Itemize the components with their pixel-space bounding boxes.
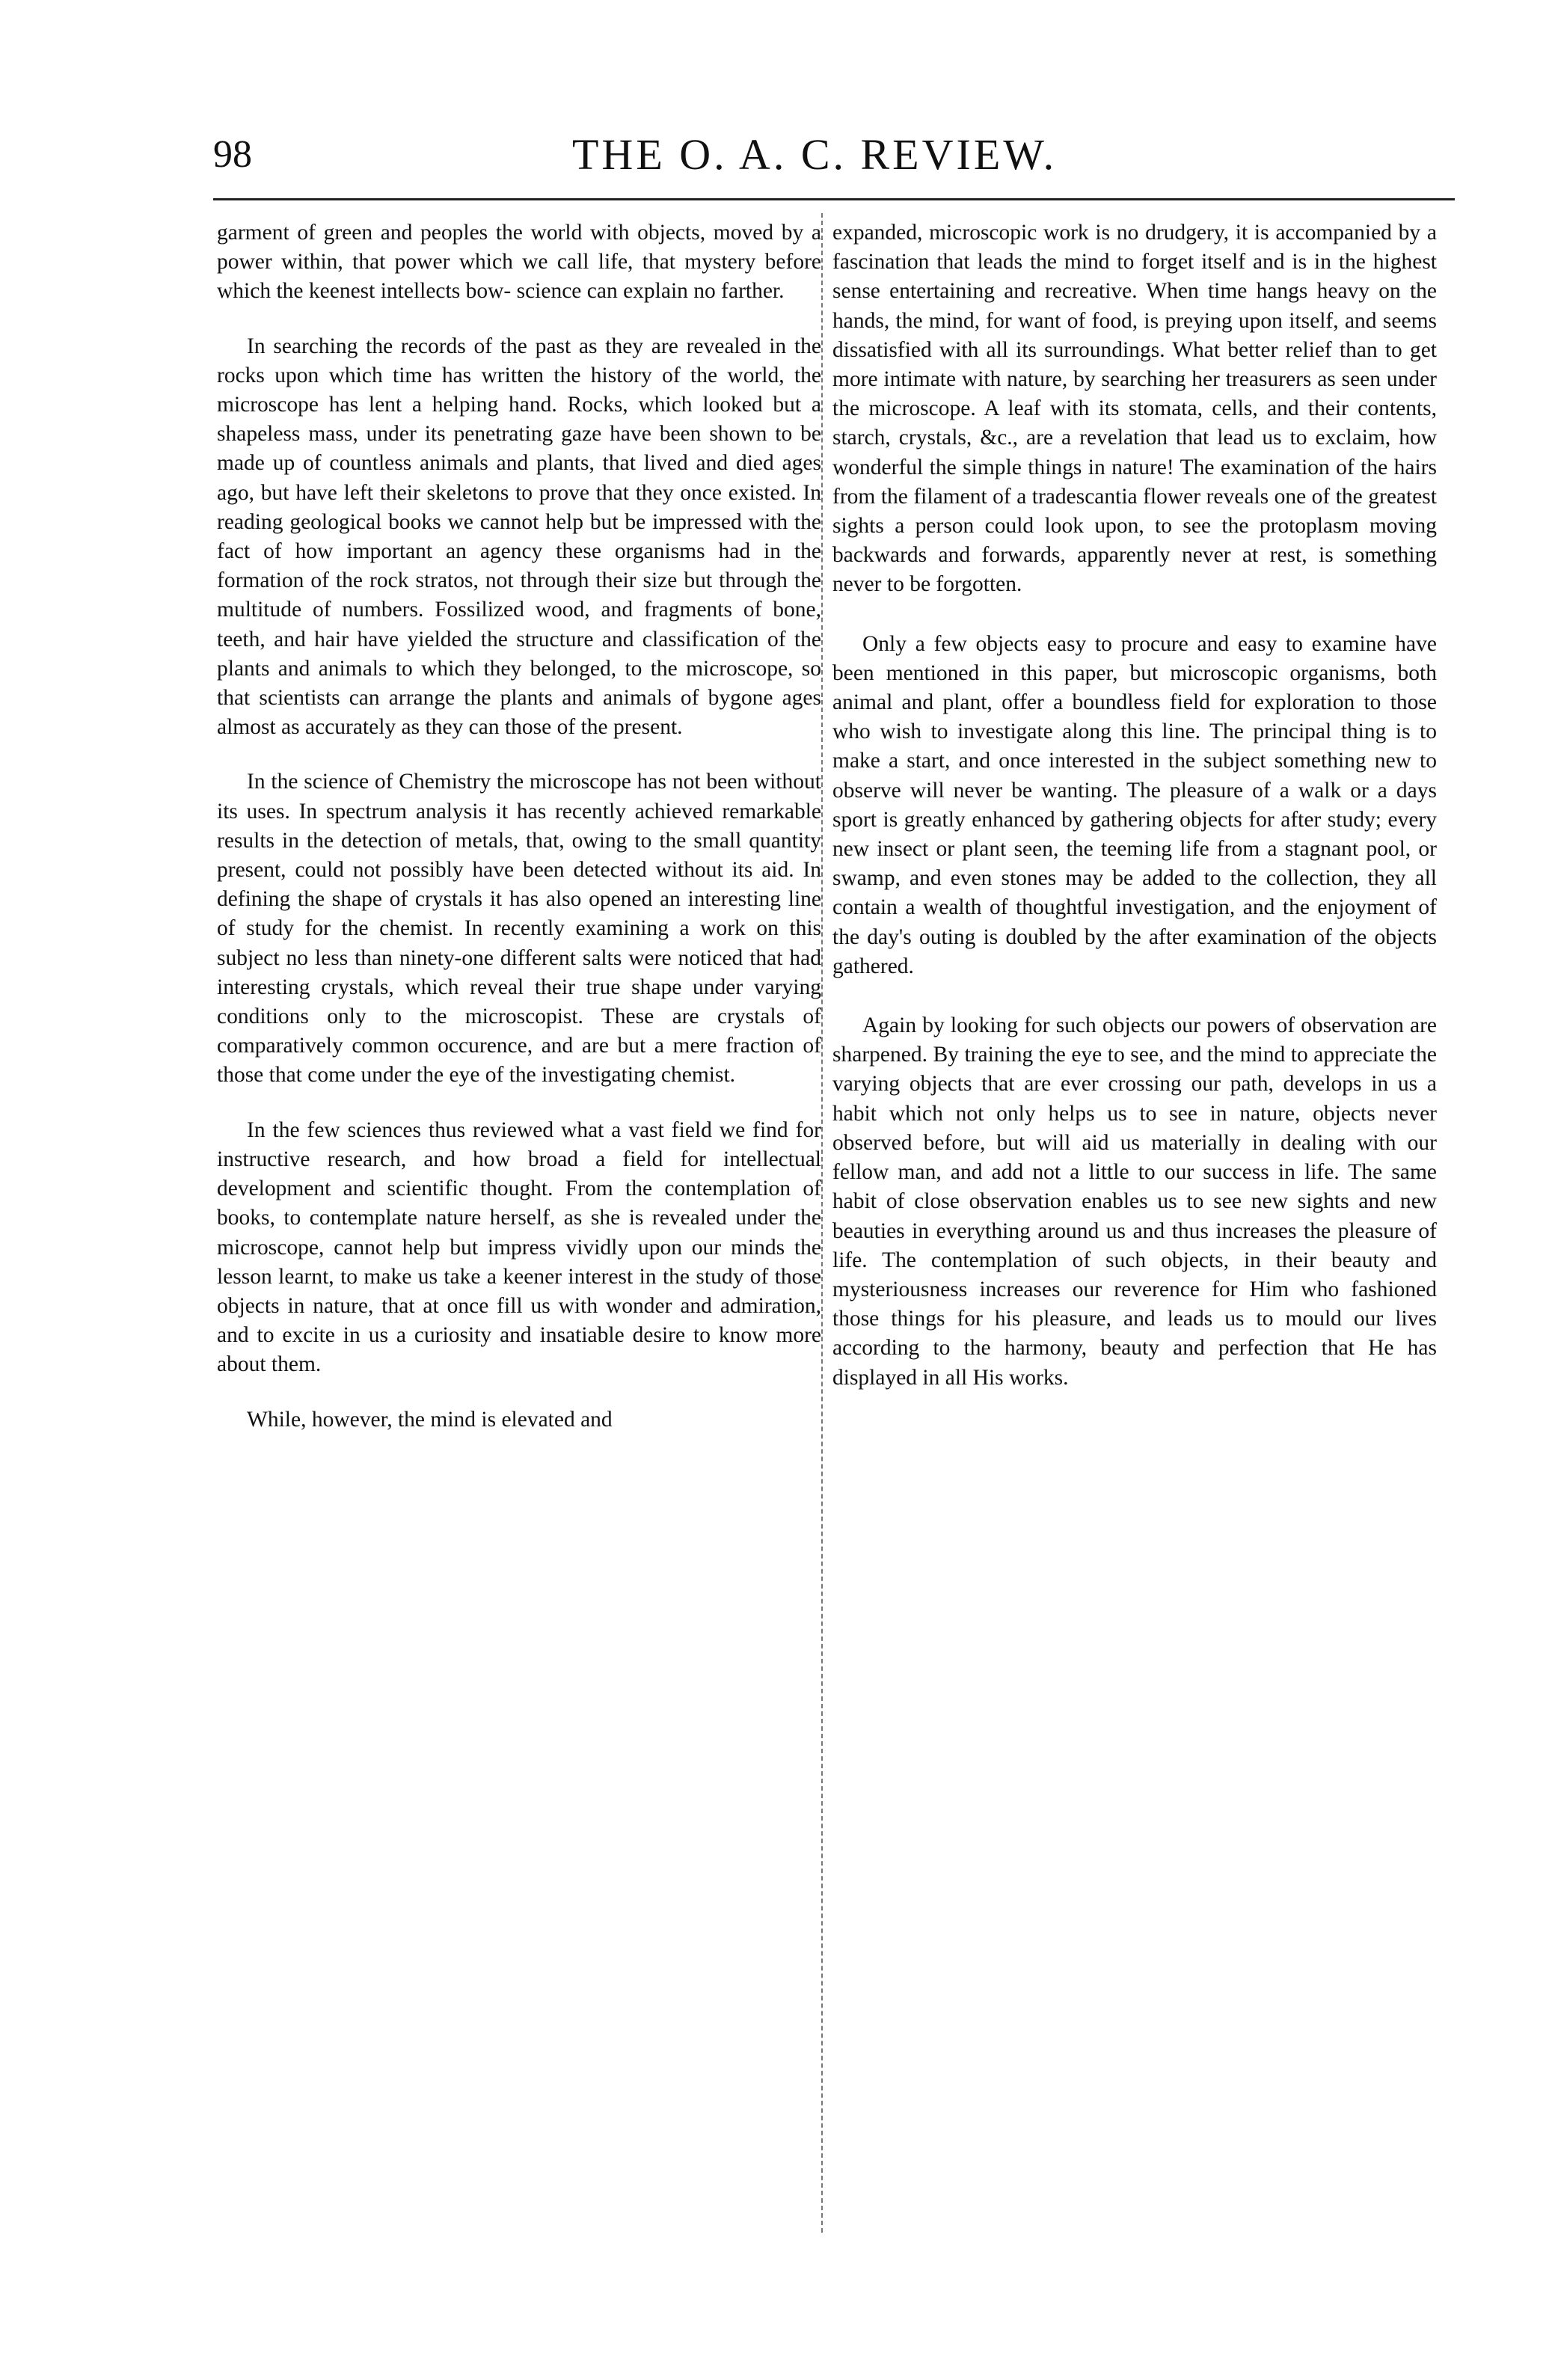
- running-title: THE O. A. C. REVIEW.: [572, 130, 1058, 179]
- paragraph: expanded, microscopic work is no drudgery, it is accompanied by a fascination that leads the mind to forget itself and is in the highest sense entertaining and recreative. When time hangs heavy on the hands, the mind, for want of food, is preying upon itself, and seems dissatisfied with all its surroundings. What better relief than to get more intimate with nature, by searching her treasurers as seen under the microscope. A leaf with its stomata, cells, and their contents, starch, crystals, &c., are a revelation that lead us to exclaim, how wonderful the simple things in nature! The examination of the hairs from the filament of a tradescantia flower reveals one of the greatest sights a person could look upon, to see the protoplasm moving backwards and forwards, apparently never at rest, is something never to be forgotten.: [832, 221, 1437, 597]
- column-divider: [821, 213, 823, 2233]
- paragraph: In the few sciences thus reviewed what a vast field we find for instructive research, and how broad a field for intellectual development and scientific thought. From the contemplation of books, to contemplate nature herself, as she is revealed under the microscope, cannot help but impress vividly upon our minds the lesson learnt, to make us take a keener interest in the study of those objects in nature, that at once fill us with wonder and admiration, and to excite in us a curiosity and insatiable desire to know more about them.: [217, 1117, 821, 1377]
- left-column: [217, 218, 821, 2238]
- paragraph: While, however, the mind is elevated and: [247, 1407, 613, 1432]
- paragraph: Again by looking for such objects our powers of observation are sharpened. By training the eye to see, and the mind to appreciate the varying objects that are ever crossing our path, develops in us a habit which not only helps us to see in nature, objects never observed before, but will aid us materially in dealing with our fellow man, and add not a little to our success in life. The same habit of close observation enables us to see new sights and new beauties in everything around us and thus increases the pleasure of life. The contemplation of such objects, in their beauty and mysteriousness increases our reverence for Him who fashioned those things for his pleasure, and leads us to mould our lives according to the harmony, beauty and perfection that He has displayed in all His works.: [832, 1013, 1437, 1390]
- paragraph: Only a few objects easy to procure and easy to examine have been mentioned in this paper, but microscopic organisms, both animal and plant, offer a boundless field for exploration to those who wish to investigate along this line. The principal thing is to make a start, and once interested in the subject something new to observe will never be wanting. The pleasure of a walk or a days sport is greatly enhanced by gathering objects for after study; every new insect or plant seen, the teeming life from a stagnant pool, or swamp, and even stones may be added to the collection, they all contain a wealth of thoughtful investigation, and the enjoyment of the day's outing is doubled by the after examination of the objects gathered.: [832, 631, 1437, 978]
- paragraph: In searching the records of the past as they are revealed in the rocks upon which time has written the history of the world, the microscope has lent a helping hand. Rocks, which looked but a shapeless mass, under its penetrating gaze have been shown to be made up of countless animals and plants, that lived and died ages ago, but have left their skeletons to prove that they once existed. In reading geological books we cannot help but be impressed with the fact of how important an agency these organisms had in the formation of the rock stratos, not through their size but through the multitude of numbers. Fossilized wood, and fragments of bone, teeth, and hair have yielded the structure and classification of the plants and animals to which they belonged, to the microscope, so that scientists can arrange the plants and animals of bygone ages almost as accurately as they can those of the present.: [217, 334, 821, 740]
- paragraph: garment of green and peoples the world with objects, moved by a power within, that power which we call life, that mystery before which the keenest intellects bow- science can explain no farther.: [217, 221, 821, 304]
- page-number: 98: [213, 133, 252, 176]
- header-rule: [213, 198, 1455, 200]
- paragraph: In the science of Chemistry the microscope has not been without its uses. In spectrum analysis it has recently achieved remarkable results in the detection of metals, that, owing to the small quantity present, could not possibly have been detected without its aid. In defining the shape of crystals it has also opened an interesting line of study for the chemist. In recently examining a work on this subject no less than ninety-one different salts were noticed that had interesting crystals, which reveal their true shape under varying conditions only to the microscopist. These are crystals of comparatively common occurence, and are but a mere fraction of those that come under the eye of the investigating chemist.: [217, 770, 821, 1088]
- page-header: [213, 129, 1455, 196]
- right-column: [832, 218, 1437, 2238]
